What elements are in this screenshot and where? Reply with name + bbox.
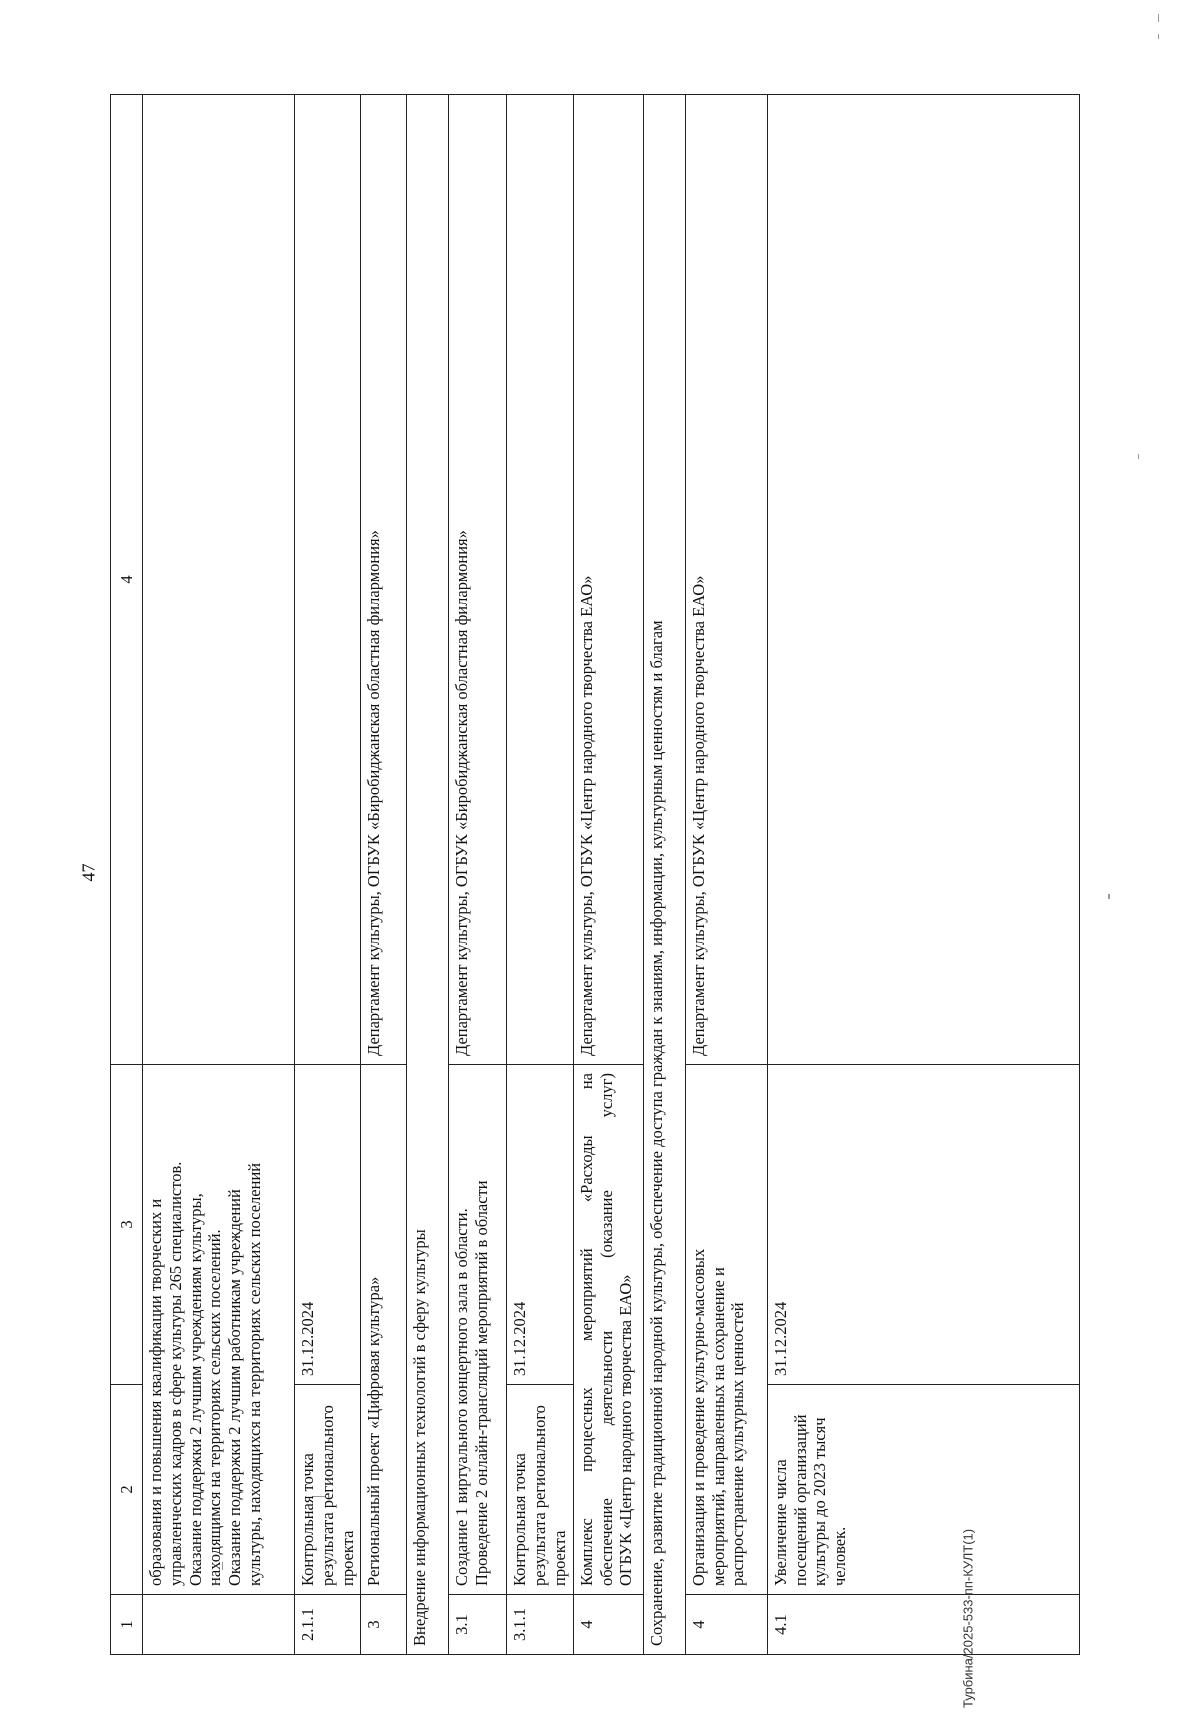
responsible-executor: Департамент культуры, ОГБУК «Биробиджанская областная филармония»	[449, 95, 507, 1065]
scan-speck	[1158, 14, 1159, 22]
checkpoint-name: Контрольная точка результата регионального проекта	[295, 1385, 361, 1595]
table-row	[407, 95, 449, 1655]
plan-table-rotated	[110, 95, 1080, 1655]
description-line: Региональный проект «Цифровая культура»	[364, 1276, 384, 1586]
table-row	[685, 95, 767, 1655]
description-line: образования и повышения квалификации творческих и	[146, 1198, 165, 1586]
description-line: Оказание поддержки 2 лучшим учреждениям культуры,	[185, 1193, 205, 1586]
row-description	[573, 1065, 643, 1595]
column-header: 1	[111, 1595, 143, 1655]
row-description	[143, 1065, 295, 1595]
description-line: обеспечение деятельности (оказание услуг)	[596, 1073, 616, 1586]
table-row	[767, 95, 1079, 1655]
responsible-executor	[767, 95, 1079, 1065]
table-row	[643, 95, 685, 1655]
row-number: 4	[685, 1595, 767, 1655]
responsible-executor	[143, 95, 295, 1065]
header-row	[111, 95, 143, 1655]
table-row	[507, 95, 573, 1655]
responsible-executor	[295, 95, 361, 1065]
column-header: 2	[111, 1385, 143, 1595]
description-line: управленческих кадров в сфере культуры 265 специалистов.	[165, 1161, 185, 1586]
page-number: 47	[78, 863, 99, 882]
section-heading: Внедрение информационных технологий в сферу культуры	[407, 95, 449, 1655]
checkpoint-date: 31.12.2024	[507, 1065, 573, 1385]
description-line: Создание 1 виртуального концертного зала в области.	[452, 1208, 472, 1586]
row-number: 4	[573, 1595, 643, 1655]
responsible-executor	[507, 95, 573, 1065]
plan-table	[110, 94, 1080, 1655]
scan-speck	[1138, 454, 1139, 459]
responsible-executor: Департамент культуры, ОГБУК «Центр народного творчества ЕАО»	[685, 95, 767, 1065]
checkpoint-name: Увеличение числа посещений организаций культуры до 2023 тысяч человек.	[767, 1385, 1079, 1595]
column-header: 4	[111, 95, 143, 1065]
responsible-executor: Департамент культуры, ОГБУК «Центр народного творчества ЕАО»	[573, 95, 643, 1065]
section-heading: Сохранение, развитие традиционной народной культуры, обеспечение доступа граждан к знаниям, информации, культурным ценностям и благам	[643, 95, 685, 1655]
row-number: 3.1	[449, 1595, 507, 1655]
checkpoint-name: Контрольная точка результата регионального проекта	[507, 1385, 573, 1595]
checkpoint-date: 31.12.2024	[295, 1065, 361, 1385]
responsible-executor: Департамент культуры, ОГБУК «Биробиджанская областная филармония»	[361, 95, 407, 1065]
checkpoint-date: 31.12.2024	[767, 1065, 1079, 1385]
row-description	[361, 1065, 407, 1595]
description-line: Оказание поддержки 2 лучшим работникам учреждений	[225, 1189, 245, 1586]
description-line: Проведение 2 онлайн-трансляций мероприятий в области	[472, 1180, 492, 1586]
description-line: Организация и проведение культурно-массовых	[688, 1248, 708, 1586]
table-row	[295, 95, 361, 1655]
row-description	[449, 1065, 507, 1595]
scan-speck	[1108, 894, 1110, 899]
table-row	[573, 95, 643, 1655]
description-line: находящимся на территориях сельских поселений.	[205, 1229, 225, 1586]
description-line: культуры, находящихся на территориях сельских поселений	[244, 1162, 264, 1586]
table-row	[449, 95, 507, 1655]
scan-speck	[1158, 34, 1159, 39]
row-description	[685, 1065, 767, 1595]
column-header: 3	[111, 1065, 143, 1385]
row-number	[143, 1595, 295, 1655]
description-line: Комплекс процессных мероприятий «Расходы на	[576, 1073, 596, 1586]
row-number: 2.1.1	[295, 1595, 361, 1655]
document-footer-code: Турбина/2025-533-пп-КУЛТ(1)	[960, 1528, 976, 1708]
row-number: 3.1.1	[507, 1595, 573, 1655]
row-number: 4.1	[767, 1595, 1079, 1655]
description-line: ОГБУК «Центр народного творчества ЕАО»	[616, 1274, 636, 1586]
description-line: мероприятий, направленных на сохранение и	[708, 1267, 728, 1586]
row-number: 3	[361, 1595, 407, 1655]
table-row	[143, 95, 295, 1655]
table-row	[361, 95, 407, 1655]
description-line: распространение культурных ценностей	[728, 1302, 748, 1586]
